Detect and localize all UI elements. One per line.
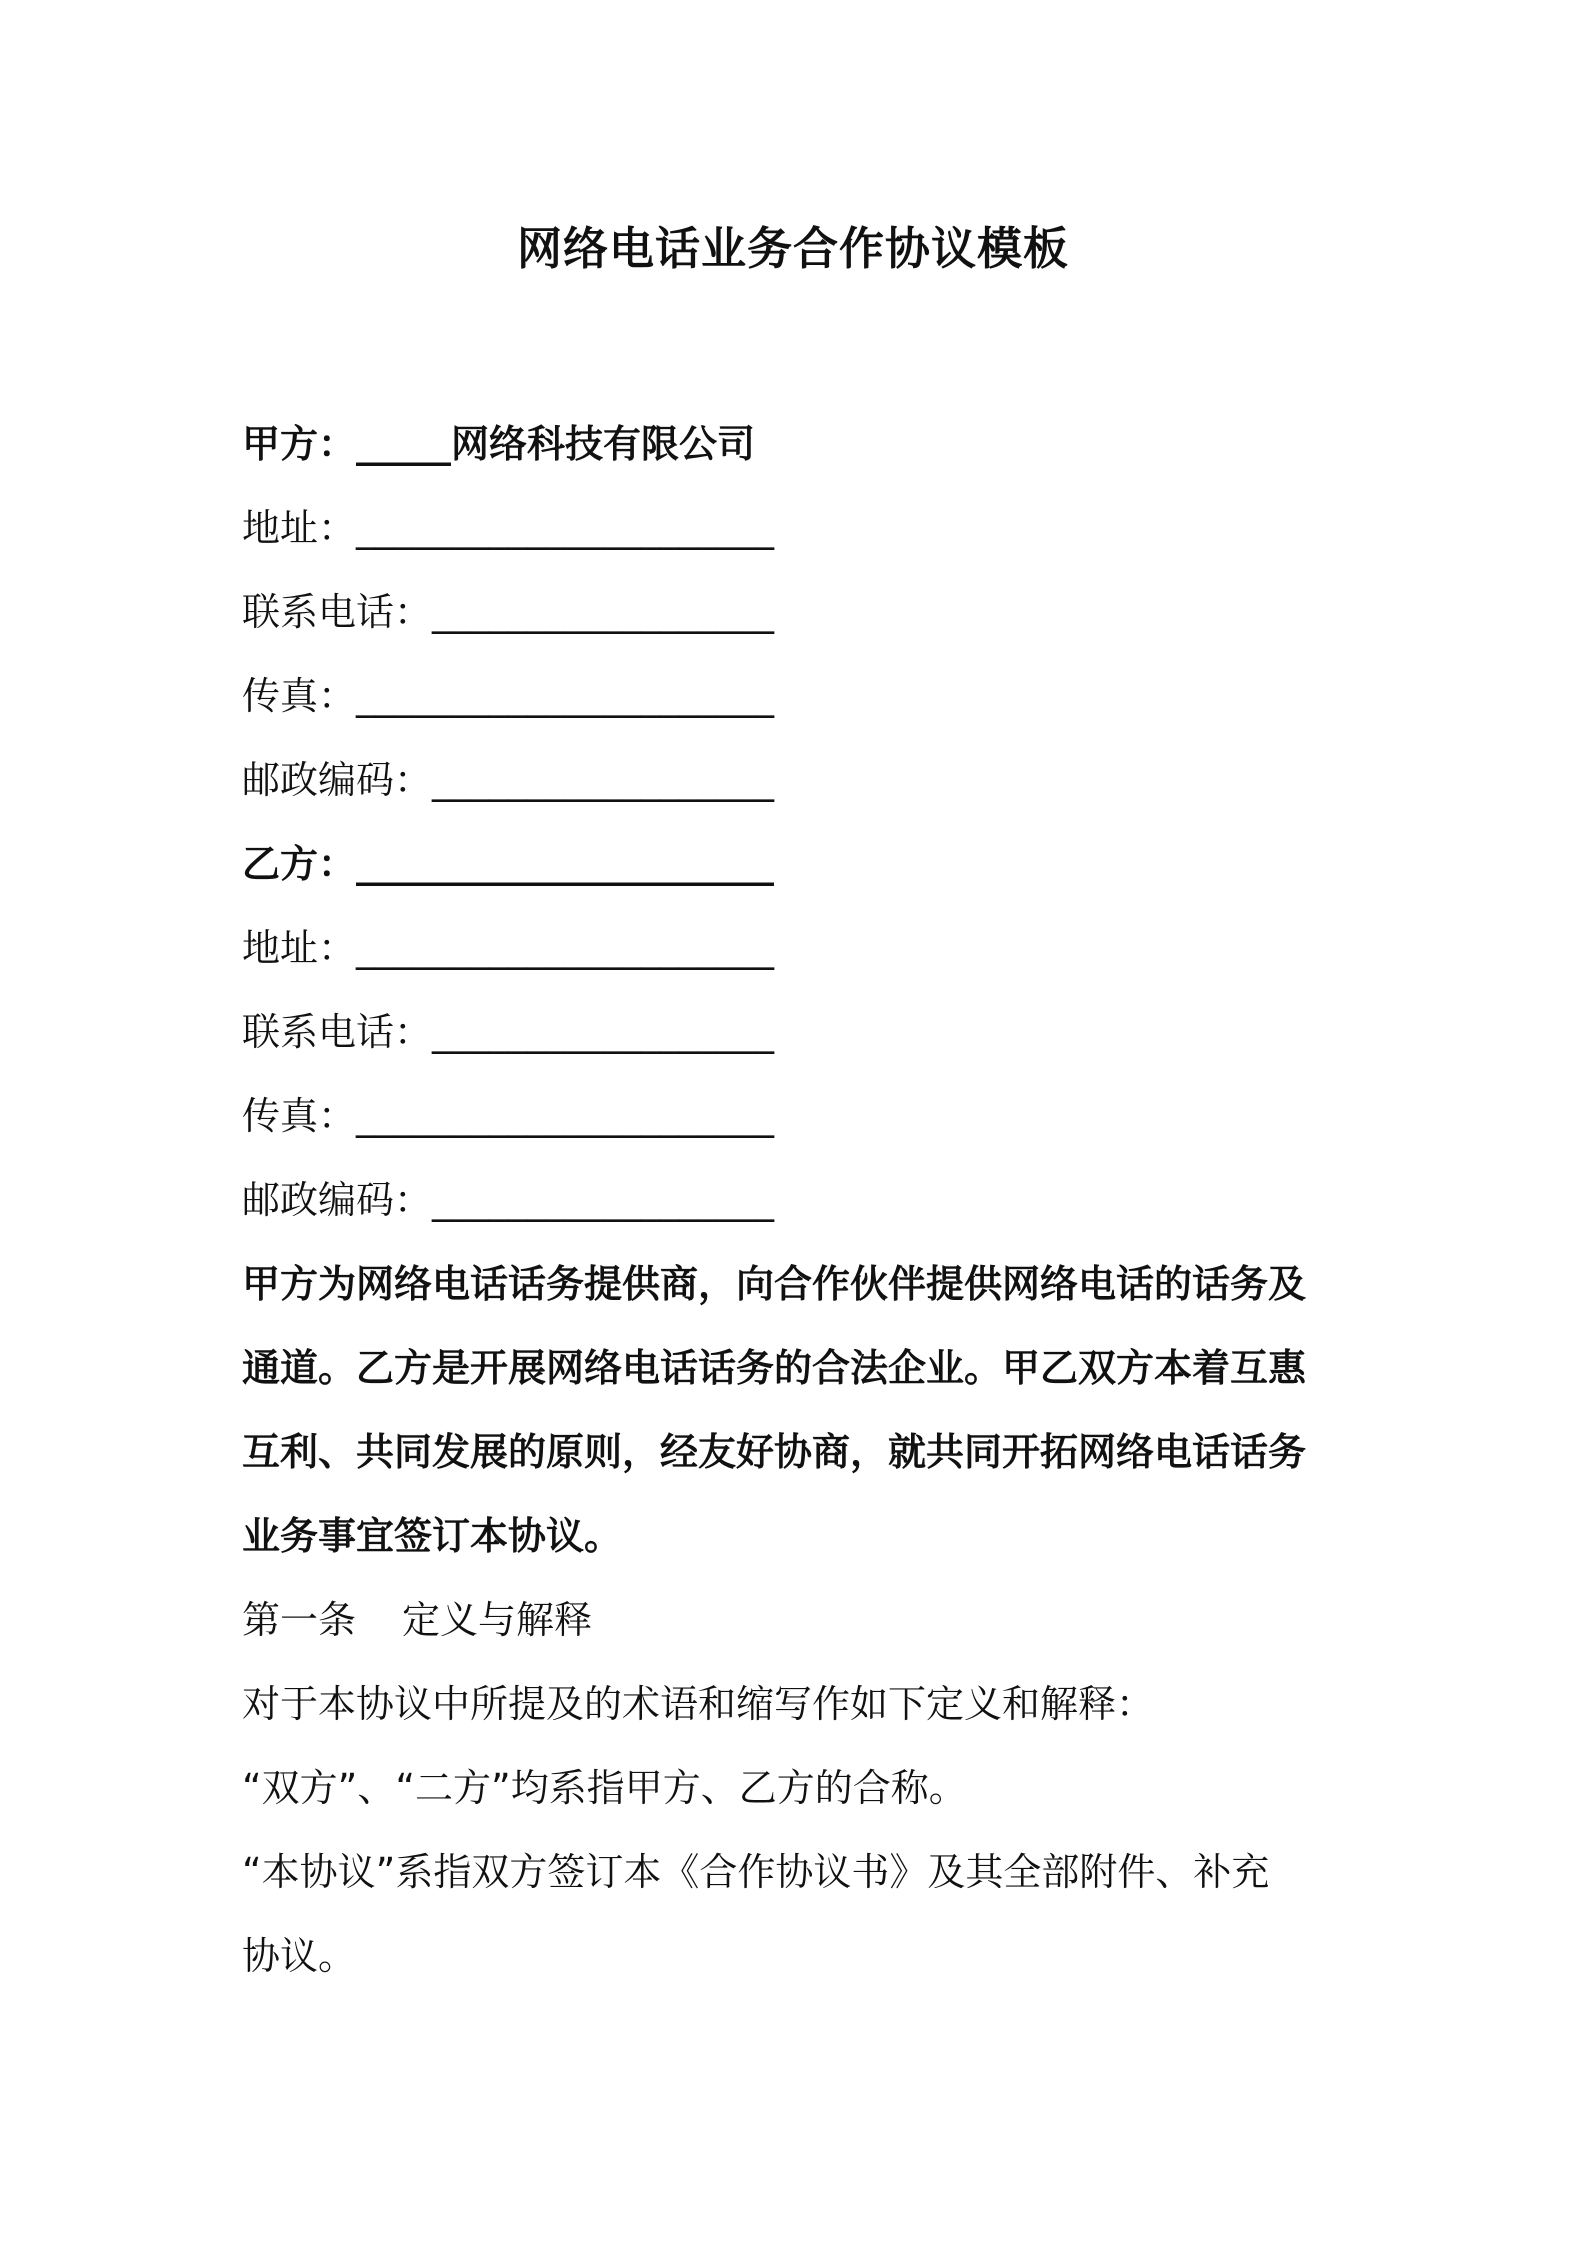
field-value: __________________ <box>432 758 775 802</box>
section-number: 第一条 <box>242 1598 357 1642</box>
party-a-fax-field <box>242 654 1362 738</box>
document-body <box>242 402 1362 1998</box>
field-value: __________________ <box>432 590 775 634</box>
field-value: ______________________ <box>356 842 775 886</box>
definitions-intro: 对于本协议中所提及的术语和缩写作如下定义和解释： <box>242 1682 1155 1726</box>
field-label: 传真： <box>242 674 357 718</box>
party-a-phone-field <box>242 570 1362 654</box>
party-b-postcode-field <box>242 1158 1362 1242</box>
intro-line: 通道。乙方是开展网络电话话务的合法企业。甲乙双方本着互惠 <box>242 1346 1307 1390</box>
field-label: 地址： <box>242 926 357 970</box>
party-b-phone-field <box>242 990 1362 1074</box>
party-info-block <box>242 402 1362 1242</box>
intro-line: 业务事宜签订本协议。 <box>242 1514 623 1558</box>
field-value: __________________ <box>432 1178 775 1222</box>
intro-paragraph <box>242 1242 1362 1578</box>
intro-line: 甲方为网络电话话务提供商，向合作伙伴提供网络电话的话务及 <box>242 1262 1307 1306</box>
field-value: ______________________ <box>356 926 775 970</box>
party-a-address-field <box>242 486 1362 570</box>
party-b-address-field <box>242 906 1362 990</box>
document-title: 网络电话业务合作协议模板 <box>516 222 1069 275</box>
section-heading <box>242 1578 1362 1662</box>
field-value: __________________ <box>432 1010 775 1054</box>
field-label: 地址： <box>242 506 357 550</box>
party-b-name-field <box>242 822 1362 906</box>
field-value: ______________________ <box>356 1094 775 1138</box>
field-label: 联系电话： <box>242 590 433 634</box>
definition-line: 协议。 <box>242 1934 357 1978</box>
field-label: 甲方： <box>242 422 357 466</box>
definition-line: “本协议”系指双方签订本《合作协议书》及其全部附件、补充 <box>242 1850 1270 1894</box>
field-label: 邮政编码： <box>242 758 433 802</box>
field-value: _____网络科技有限公司 <box>356 422 756 466</box>
party-a-postcode-field <box>242 738 1362 822</box>
field-value: ______________________ <box>356 506 775 550</box>
field-label: 邮政编码： <box>242 1178 433 1222</box>
intro-line: 互利、共同发展的原则，经友好协商，就共同开拓网络电话话务 <box>242 1430 1307 1474</box>
field-label: 乙方： <box>242 842 357 886</box>
definitions-list <box>242 1746 1362 1998</box>
field-value: ______________________ <box>356 674 775 718</box>
field-label: 联系电话： <box>242 1010 433 1054</box>
section-title: 定义与解释 <box>402 1598 593 1642</box>
party-b-fax-field <box>242 1074 1362 1158</box>
field-label: 传真： <box>242 1094 357 1138</box>
definition-line: “双方”、“二方”均系指甲方、乙方的合称。 <box>242 1766 967 1810</box>
party-a-name-field <box>242 402 1362 486</box>
